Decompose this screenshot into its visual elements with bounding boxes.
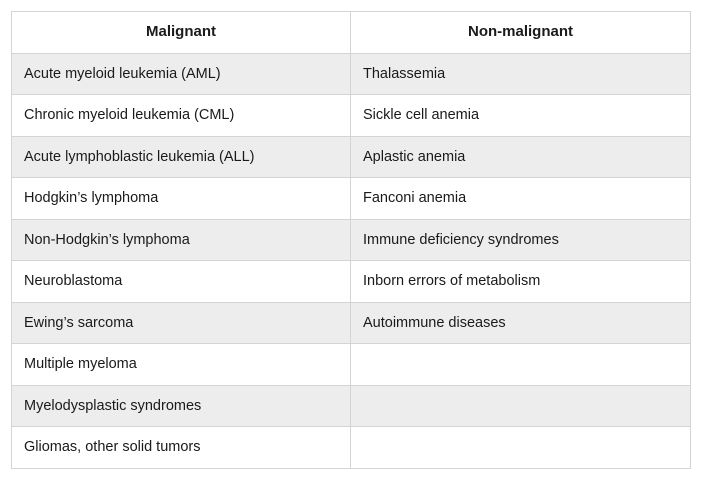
table-row <box>12 219 691 261</box>
table-row <box>12 385 691 427</box>
cell-malignant: Myelodysplastic syndromes <box>12 385 351 427</box>
cell-malignant: Ewing’s sarcoma <box>12 302 351 344</box>
cell-non-malignant: Inborn errors of metabolism <box>351 261 691 303</box>
cell-non-malignant: Immune deficiency syndromes <box>351 219 691 261</box>
cell-malignant: Neuroblastoma <box>12 261 351 303</box>
table-row <box>12 261 691 303</box>
conditions-table <box>11 11 691 469</box>
cell-malignant: Acute myeloid leukemia (AML) <box>12 53 351 95</box>
cell-malignant: Multiple myeloma <box>12 344 351 386</box>
cell-malignant: Hodgkin’s lymphoma <box>12 178 351 220</box>
header-row <box>12 12 691 54</box>
cell-non-malignant: Autoimmune diseases <box>351 302 691 344</box>
cell-non-malignant: Thalassemia <box>351 53 691 95</box>
cell-malignant: Acute lymphoblastic leukemia (ALL) <box>12 136 351 178</box>
table-row <box>12 427 691 469</box>
cell-malignant: Non-Hodgkin’s lymphoma <box>12 219 351 261</box>
cell-non-malignant: Fanconi anemia <box>351 178 691 220</box>
table-row <box>12 178 691 220</box>
cell-malignant: Gliomas, other solid tumors <box>12 427 351 469</box>
table-row <box>12 95 691 137</box>
cell-non-malignant: Sickle cell anemia <box>351 95 691 137</box>
table-row <box>12 53 691 95</box>
cell-non-malignant <box>351 344 691 386</box>
table-header <box>12 12 691 54</box>
table-row <box>12 136 691 178</box>
cell-non-malignant <box>351 385 691 427</box>
cell-malignant: Chronic myeloid leukemia (CML) <box>12 95 351 137</box>
column-header-non-malignant: Non-malignant <box>351 12 691 54</box>
table-body <box>12 53 691 468</box>
column-header-malignant: Malignant <box>12 12 351 54</box>
cell-non-malignant <box>351 427 691 469</box>
table-row <box>12 302 691 344</box>
cell-non-malignant: Aplastic anemia <box>351 136 691 178</box>
table-row <box>12 344 691 386</box>
